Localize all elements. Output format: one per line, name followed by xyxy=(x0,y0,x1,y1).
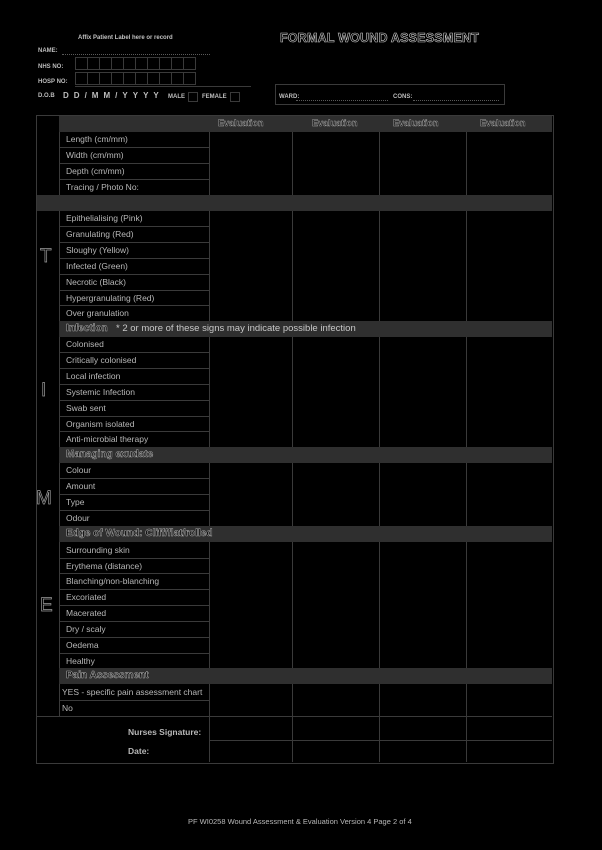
edge-row: Excoriated xyxy=(66,592,107,602)
edge-row: Oedema xyxy=(66,640,99,650)
exudate-row: Odour xyxy=(66,513,90,523)
infection-row: Organism isolated xyxy=(66,419,135,429)
ward-label: WARD: xyxy=(279,94,300,100)
nhs-number-boxes[interactable] xyxy=(75,57,196,70)
dob-label: D.O.B xyxy=(38,93,55,99)
infection-header: Infection xyxy=(66,323,108,334)
moisture-letter: M xyxy=(36,488,52,509)
infection-note: * 2 or more of these signs may indicate possible infection xyxy=(116,323,356,334)
tissue-letter: T xyxy=(40,246,52,267)
tissue-row: Over granulation xyxy=(66,308,129,318)
cons-label: CONS: xyxy=(393,94,413,100)
infection-row: Swab sent xyxy=(66,403,106,413)
infection-letter: I xyxy=(41,380,47,401)
column-header-4: Evaluation xyxy=(480,118,526,128)
row-width: Width (cm/mm) xyxy=(66,150,124,160)
infection-row: Colonised xyxy=(66,339,104,349)
ward-box xyxy=(275,84,505,105)
cons-field[interactable] xyxy=(413,100,499,101)
row-length: Length (cm/mm) xyxy=(66,134,128,144)
table-header xyxy=(59,116,552,132)
nhs-label: NHS NO: xyxy=(38,64,64,70)
dob-field[interactable]: D D / M M / Y Y Y Y xyxy=(63,91,159,100)
column-header-1: Evaluation xyxy=(218,118,264,128)
signature-field-3[interactable] xyxy=(380,718,466,739)
tissue-row: Infected (Green) xyxy=(66,261,128,271)
row-depth: Depth (cm/mm) xyxy=(66,166,125,176)
tissue-row: Granulating (Red) xyxy=(66,229,134,239)
signature-field-4[interactable] xyxy=(467,718,551,739)
tissue-row: Sloughy (Yellow) xyxy=(66,245,129,255)
signature-field-1[interactable] xyxy=(210,718,292,739)
signature-field-2[interactable] xyxy=(293,718,379,739)
footer-text: PF WI0258 Wound Assessment & Evaluation Version 4 Page 2 of 4 xyxy=(188,817,412,826)
hosp-number-boxes[interactable] xyxy=(75,72,196,85)
exudate-row: Colour xyxy=(66,465,92,475)
edge-row: Surrounding skin xyxy=(66,545,130,555)
page-title: FORMAL WOUND ASSESSMENT xyxy=(280,31,480,45)
row-tracing: Tracing / Photo No: xyxy=(66,182,139,192)
edge-row: Healthy xyxy=(66,656,95,666)
name-label: NAME: xyxy=(38,48,58,54)
infection-row: Local infection xyxy=(66,371,121,381)
signature-label: Nurses Signature: xyxy=(128,727,202,737)
hosp-label: HOSP NO: xyxy=(38,79,68,85)
edge-row: Erythema (distance) xyxy=(66,561,143,571)
tissue-row: Hypergranulating (Red) xyxy=(66,293,155,303)
blank-separator xyxy=(37,195,552,211)
tissue-row: Epithelialising (Pink) xyxy=(66,213,143,223)
male-checkbox[interactable] xyxy=(188,92,198,102)
exudate-header: Managing exudate xyxy=(66,449,154,460)
edge-row: Dry / scaly xyxy=(66,624,106,634)
column-header-2: Evaluation xyxy=(312,118,358,128)
pain-row-yes: YES - specific pain assessment chart xyxy=(62,687,203,697)
ward-field[interactable] xyxy=(296,100,388,101)
edge-letter: E xyxy=(40,595,53,616)
edge-row: Blanching/non-blanching xyxy=(66,576,160,586)
male-label: MALE xyxy=(168,94,185,100)
name-field[interactable] xyxy=(62,54,210,55)
edge-row: Macerated xyxy=(66,608,107,618)
pain-header: Pain Assessment xyxy=(66,670,149,681)
pain-row-no: No xyxy=(62,703,73,713)
tissue-row: Necrotic (Black) xyxy=(66,277,126,287)
infection-row: Critically colonised xyxy=(66,355,137,365)
infection-row: Anti-microbial therapy xyxy=(66,434,149,444)
female-checkbox[interactable] xyxy=(230,92,240,102)
patient-label-note: Affix Patient Label here or record xyxy=(78,35,173,41)
exudate-row: Amount xyxy=(66,481,96,491)
exudate-row: Type xyxy=(66,497,85,507)
date-label: Date: xyxy=(128,746,150,756)
edge-header: Edge of Wound: Cliff/flat/rolled xyxy=(66,528,213,539)
column-header-3: Evaluation xyxy=(393,118,439,128)
female-label: FEMALE xyxy=(202,94,227,100)
infection-row: Systemic Infection xyxy=(66,387,135,397)
